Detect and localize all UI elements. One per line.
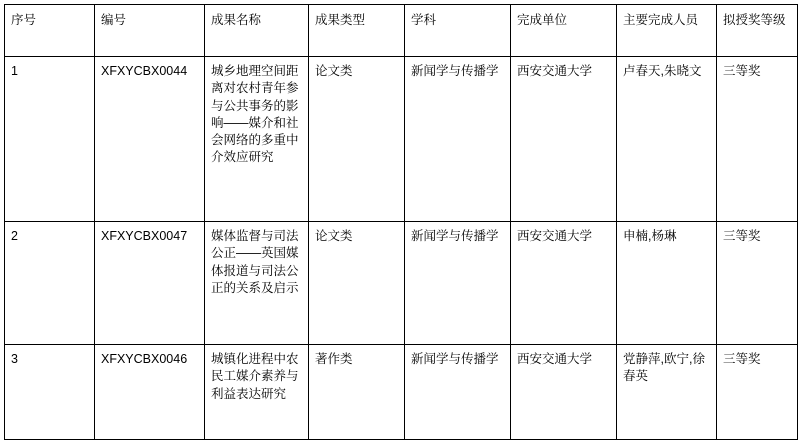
cell-code: XFXYCBX0044: [95, 57, 205, 222]
cell-people: 卢春天,朱晓文: [617, 57, 717, 222]
cell-seq: 3: [5, 345, 95, 440]
cell-subject: 新闻学与传播学: [405, 222, 511, 345]
cell-code: XFXYCBX0046: [95, 345, 205, 440]
column-header-type: 成果类型: [309, 5, 405, 57]
column-header-name: 成果名称: [205, 5, 309, 57]
table-row: [5, 222, 798, 345]
column-header-unit: 完成单位: [511, 5, 617, 57]
table-header: [5, 5, 798, 57]
table-body: [5, 57, 798, 440]
cell-unit: 西安交通大学: [511, 222, 617, 345]
cell-people: 党静萍,欧宁,徐春英: [617, 345, 717, 440]
cell-seq: 1: [5, 57, 95, 222]
column-header-people: 主要完成人员: [617, 5, 717, 57]
cell-name: 城镇化进程中农民工媒介素养与利益表达研究: [205, 345, 309, 440]
cell-subject: 新闻学与传播学: [405, 345, 511, 440]
cell-subject: 新闻学与传播学: [405, 57, 511, 222]
cell-level: 三等奖: [717, 222, 798, 345]
cell-type: 论文类: [309, 222, 405, 345]
column-header-seq: 序号: [5, 5, 95, 57]
column-header-subject: 学科: [405, 5, 511, 57]
table-row: [5, 345, 798, 440]
cell-name: 媒体监督与司法公正——英国媒体报道与司法公正的关系及启示: [205, 222, 309, 345]
cell-level: 三等奖: [717, 345, 798, 440]
cell-people: 申楠,杨琳: [617, 222, 717, 345]
cell-name: 城乡地理空间距离对农村青年参与公共事务的影响——媒介和社会网络的多重中介效应研究: [205, 57, 309, 222]
column-header-level: 拟授奖等级: [717, 5, 798, 57]
cell-code: XFXYCBX0047: [95, 222, 205, 345]
cell-seq: 2: [5, 222, 95, 345]
cell-unit: 西安交通大学: [511, 345, 617, 440]
award-results-table: [4, 4, 798, 440]
cell-unit: 西安交通大学: [511, 57, 617, 222]
table-row: [5, 57, 798, 222]
cell-level: 三等奖: [717, 57, 798, 222]
column-header-code: 编号: [95, 5, 205, 57]
cell-type: 著作类: [309, 345, 405, 440]
cell-type: 论文类: [309, 57, 405, 222]
header-row: [5, 5, 798, 57]
